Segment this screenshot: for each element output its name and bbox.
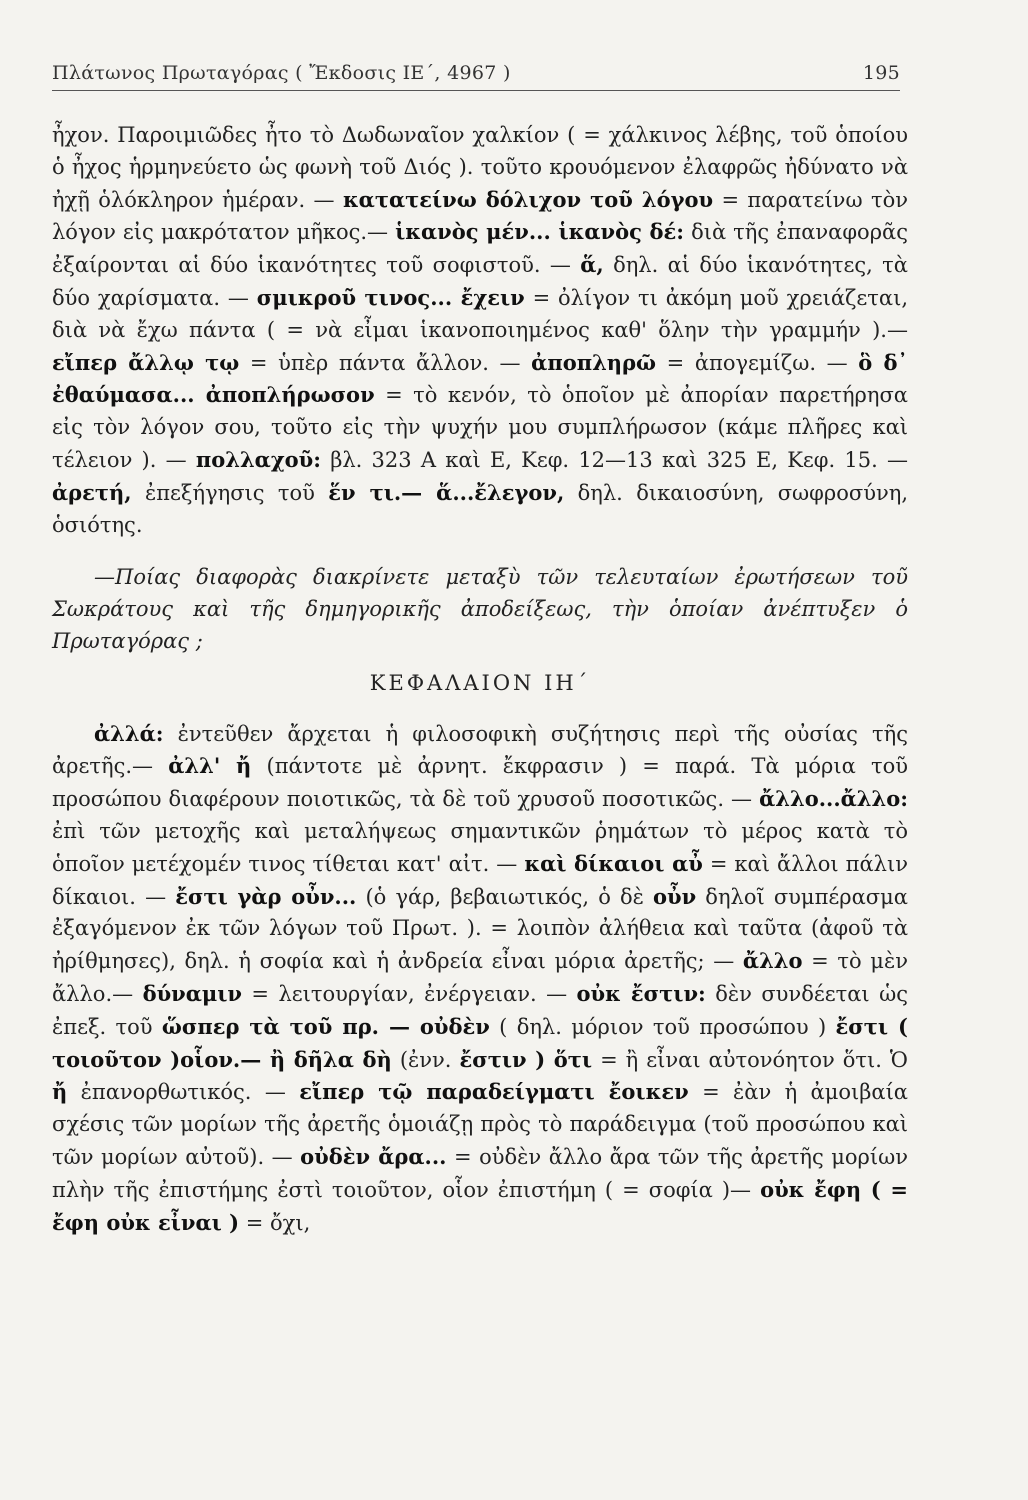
- lemma: ἔστι ( τοιοῦτον )οἷον.— ἢ δῆλα δὴ: [52, 1013, 908, 1072]
- text-run: δηλοῖ συμπέρασμα ἐξαγόμενον ἐκ τῶν λόγων τοῦ Πρωτ. ). = λοιπὸν ἀλήθεια καὶ ταῦτα (ἀφοῦ τὰ ἠρίθμησες), δηλ. ἡ σοφία καὶ ἡ ἀνδρεία εἶναι μόρια ἀρετῆς; —: [52, 884, 908, 974]
- lemma: ἀλλά:: [94, 720, 164, 746]
- text-run: ( δηλ. μόριον τοῦ προσώπου ): [499, 1014, 827, 1039]
- text-run: διὰ τῆς ἐπαναφορᾶς ἐξαίρονται αἱ δύο ἱκανότητες τοῦ σοφιστοῦ. —: [52, 220, 908, 278]
- text-run: δηλ. δικαιοσύνη, σωφροσύνη, ὁσιότης.: [52, 480, 909, 537]
- text-run: ἦχον. Παροιμιῶδες ἦτο τὸ Δωδωναῖον χαλκίον ( = χάλκινος λέβης, τοῦ ὁποίου ὁ ἦχος ἡρμηνεύετο ὡς φωνὴ τοῦ Διός ). τοῦτο κρουόμενον ἐλαφρῶς ἠδύνατο νὰ ἠχῇ ὁλόκληρον ἡμέραν. —: [52, 123, 908, 212]
- text-run: = ἢ εἶναι αὐτονόητον ὅτι. Ὁ: [600, 1047, 908, 1072]
- running-header: [52, 62, 900, 91]
- lemma: εἴπερ τῷ παραδείγματι ἔοικεν: [299, 1079, 689, 1105]
- lemma: ἄλλο...ἄλλο:: [759, 786, 908, 812]
- lemma: οὖν: [653, 883, 697, 909]
- lemma: ἤ: [52, 1079, 68, 1105]
- text-run: ἐντεῦθεν ἄρχεται ἡ φιλοσοφικὴ συζήτησις περὶ τῆς οὐσίας τῆς ἀρετῆς.—: [52, 721, 908, 779]
- commentary-paragraph-1: [52, 120, 908, 541]
- text-run: ἐπὶ τῶν μετοχῆς καὶ μεταλήψεως σημαντικῶν ῥημάτων τὸ μέρος κατὰ τὸ ὁποῖον μετέχομέν τινος τίθεται κατ' αἰτ. —: [52, 818, 908, 876]
- text-run: = ἐὰν ἡ ἀμοιβαία σχέσις τῶν μορίων τῆς ἀρετῆς ὁμοιάζῃ πρὸς τὸ παράδειγμα (τοῦ προσώπου καὶ τῶν μορίων αὐτοῦ). —: [52, 1080, 908, 1169]
- lemma: ἔστι γὰρ οὖν...: [175, 883, 357, 909]
- text-run: ἐπανορθωτικός. —: [80, 1080, 286, 1105]
- lemma: ὃ δ᾽ ἐθαύμασα... ἀποπλήρωσον: [52, 349, 908, 408]
- text-run: = παρατείνω τὸν λόγον εἰς μακρότατον μῆκος.—: [52, 187, 908, 245]
- lemma: πολλαχοῦ:: [195, 446, 321, 472]
- text-run: = τὸ μὲν ἄλλο.—: [52, 949, 908, 1006]
- text-run: = τὸ κενόν, τὸ ὁποῖον μὲ ἀπορίαν παρετήρησα εἰς τὸν λόγον σου, τοῦτο εἰς τὴν ψυχήν μου συμπλήρωσον (κάμε πλῆρες καὶ τέλειον ). —: [52, 383, 908, 472]
- lemma: ἱκανὸς μέν... ἱκανὸς δέ:: [395, 219, 685, 245]
- text-run: (ὁ γάρ, βεβαιωτικός, ὁ δὲ: [365, 884, 644, 909]
- text-run: (πάντοτε μὲ ἀρνητ. ἔκφρασιν ) = παρά. Τὰ μόρια τοῦ προσώπου διαφέρουν ποιοτικῶς, τὰ δὲ τοῦ χρυσοῦ ποσοτικῶς. —: [52, 754, 908, 812]
- text-run: ἐπεξήγησις τοῦ: [144, 480, 315, 505]
- lemma: οὐκ ἔφη ( = ἔφη οὐκ εἶναι ): [52, 1176, 908, 1235]
- text-run: = οὐδὲν ἄλλο ἄρα τῶν τῆς ἀρετῆς μορίων πλὴν τῆς ἐπιστήμης ἐστὶ τοιοῦτον, οἷον ἐπιστήμη ( = σοφία )—: [52, 1144, 908, 1202]
- running-title: Πλάτωνος Πρωταγόρας ( Ἔκδοσις ΙΕ΄, 4967 ): [52, 62, 511, 84]
- study-question: —Ποίας διαφορὰς διακρίνετε μεταξὺ τῶν τελευταίων ἐρωτήσεων τοῦ Σωκράτους καὶ τῆς δημηγορικῆς ἀποδείξεως, τὴν ὁποίαν ἀνέπτυξεν ὁ Πρωταγόρας ;: [52, 565, 908, 653]
- lemma: ἀλλ' ἤ: [168, 753, 252, 779]
- lemma: δύναμιν: [142, 980, 242, 1006]
- text-run: δηλ. αἱ δύο ἱκανότητες, τὰ δύο χαρίσματα. —: [52, 253, 908, 310]
- text-run: (ἐνν.: [399, 1047, 452, 1072]
- lemma: ἕν τι.— ἅ...ἔλεγον,: [328, 479, 565, 505]
- lemma: ἀποπληρῶ: [531, 349, 657, 375]
- text-run: δὲν συνδέεται ὡς ἐπεξ. τοῦ: [52, 981, 908, 1039]
- lemma: ἔστιν ) ὅτι: [459, 1046, 593, 1072]
- page-number: 195: [862, 62, 900, 84]
- lemma: οὐδὲν ἄρα...: [300, 1143, 447, 1169]
- text-run: βλ. 323 Α καὶ Ε, Κεφ. 12—13 καὶ 325 Ε, Κεφ. 15. —: [330, 447, 908, 472]
- commentary-paragraph-2: [52, 718, 908, 1240]
- lemma: οὐκ ἔστιν:: [576, 980, 706, 1006]
- text-run: = καὶ ἄλλοι πάλιν δίκαιοι. —: [52, 851, 908, 909]
- text-run: = λειτουργίαν, ἐνέργειαν. —: [251, 981, 568, 1006]
- lemma: εἴπερ ἄλλῳ τῳ: [52, 349, 240, 375]
- page-body: [52, 120, 908, 1239]
- text-run: = ἀπογεμίζω. —: [666, 350, 848, 375]
- lemma: σμικροῦ τινος... ἔχειν: [256, 284, 525, 310]
- lemma: ἀρετή,: [52, 479, 132, 505]
- chapter-title: ΚΕΦΑΛΑΙΟΝ ΙΗ΄: [369, 670, 591, 695]
- text-run: = ὄχι,: [245, 1210, 311, 1235]
- lemma: καὶ δίκαιοι αὖ: [524, 850, 703, 876]
- text-run: = ὀλίγον τι ἀκόμη μοῦ χρειάζεται, διὰ νὰ ἔχω πάντα ( = νὰ εἶμαι ἱκανοποιημένος καθ' ὅλην τὴν γραμμήν ).—: [52, 285, 908, 342]
- text-run: = ὑπὲρ πάντα ἄλλον. —: [249, 350, 521, 375]
- lemma: κατατείνω δόλιχον τοῦ λόγου: [342, 186, 714, 212]
- lemma: ἄλλο: [742, 948, 803, 974]
- lemma: ἅ,: [580, 252, 604, 278]
- lemma: ὥσπερ τὰ τοῦ πρ. — οὐδὲν: [161, 1013, 490, 1039]
